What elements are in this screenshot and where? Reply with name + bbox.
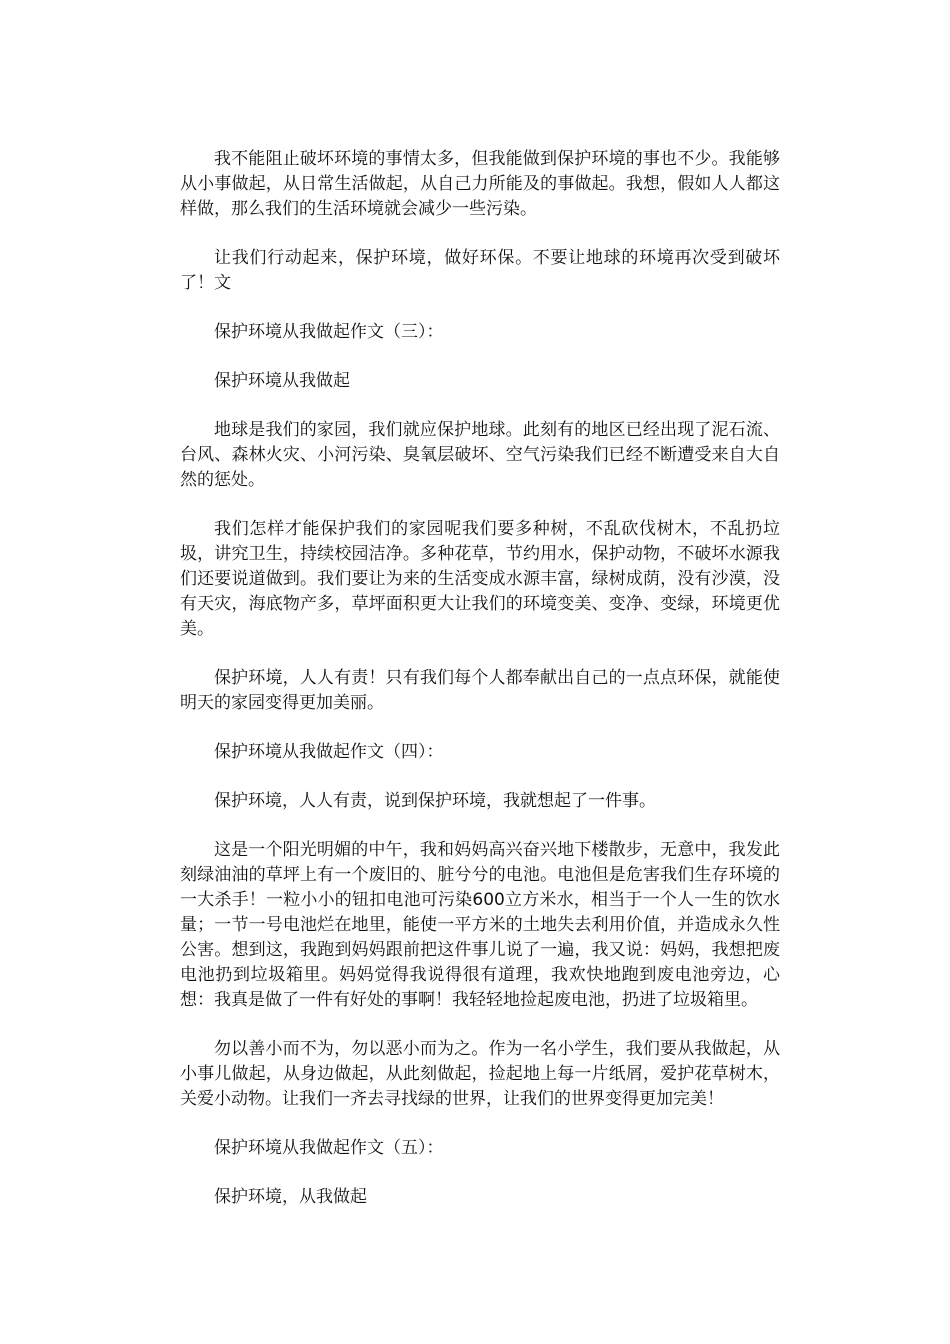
paragraph: 这是一个阳光明媚的中午，我和妈妈高兴奋兴地下楼散步，无意中，我发此刻绿油油的草坪上有一个废旧的、脏兮兮的电池。电池但是危害我们生存环境的一大杀手！一粒小小的钮扣电池可污染600立方米水，相当于一个人一生的饮水量；一节一号电池烂在地里，能使一平方米的土地失去利用价值，并造成永久性公害。想到这，我跑到妈妈跟前把这件事儿说了一遍，我又说：妈妈，我想把废电池扔到垃圾箱里。妈妈觉得我说得很有道理，我欢快地跑到废电池旁边，心想：我真是做了一件有好处的事啊！我轻轻地捡起废电池，扔进了垃圾箱里。 <box>180 840 780 1010</box>
essay-title: 保护环境从我做起 <box>214 371 350 391</box>
essay-title: 保护环境，从我做起 <box>214 1187 367 1207</box>
paragraph: 勿以善小而不为，勿以恶小而为之。作为一名小学生，我们要从我做起，从小事儿做起，从身边做起，从此刻做起，捡起地上每一片纸屑，爱护花草树木，关爱小动物。让我们一齐去寻找绿的世界，让我们的世界变得更加完美！ <box>180 1039 780 1109</box>
paragraph: 我们怎样才能保护我们的家园呢我们要多种树，不乱砍伐树木，不乱扔垃圾，讲究卫生，持续校园洁净。多种花草，节约用水，保护动物，不破坏水源我们还要说道做到。我们要让为来的生活变成水源丰富，绿树成荫，没有沙漠，没有天灾，海底物产多，草坪面积更大让我们的环境变美、变净、变绿，环境更优美。 <box>180 519 780 639</box>
section-title: 保护环境从我做起作文（四）： <box>214 742 444 762</box>
paragraph: 保护环境，人人有责！只有我们每个人都奉献出自己的一点点环保，就能使明天的家园变得更加美丽。 <box>180 668 780 713</box>
paragraph: 让我们行动起来，保护环境，做好环保。不要让地球的环境再次受到破坏了！文 <box>180 248 780 293</box>
document-page <box>180 147 780 1234</box>
paragraph: 保护环境，人人有责，说到保护环境，我就想起了一件事。 <box>214 791 656 811</box>
section-title: 保护环境从我做起作文（三）： <box>214 322 444 342</box>
paragraph: 我不能阻止破坏环境的事情太多，但我能做到保护环境的事也不少。我能够从小事做起，从日常生活做起，从自己力所能及的事做起。我想，假如人人都这样做，那么我们的生活环境就会减少一些污染。 <box>180 149 780 219</box>
paragraph: 地球是我们的家园，我们就应保护地球。此刻有的地区已经出现了泥石流、台风、森林火灾、小河污染、臭氧层破坏、空气污染我们已经不断遭受来自大自然的惩处。 <box>180 420 780 490</box>
section-title: 保护环境从我做起作文（五）： <box>214 1138 444 1158</box>
